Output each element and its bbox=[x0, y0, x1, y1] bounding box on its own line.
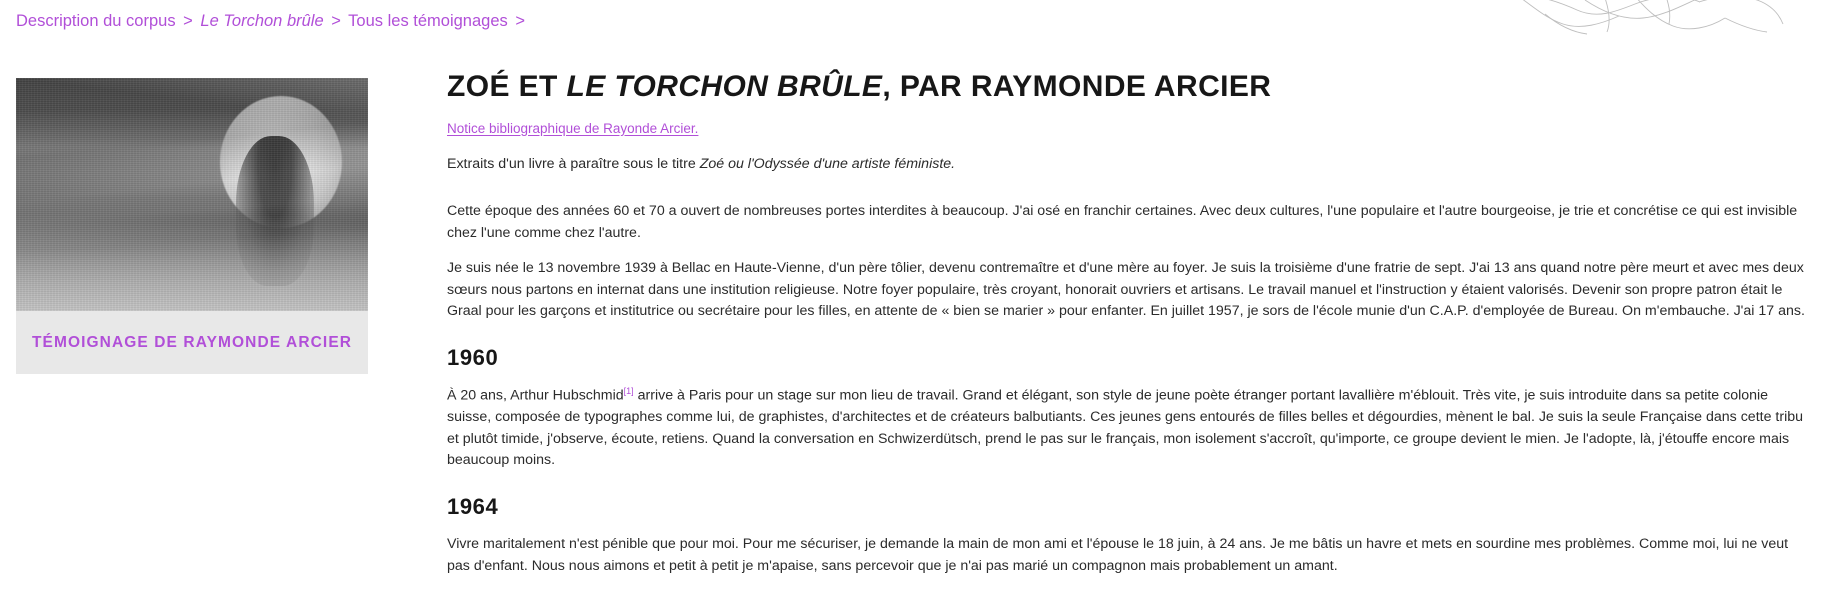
decorative-sketch-icon bbox=[1485, 0, 1785, 46]
figure-caption: TÉMOIGNAGE DE RAYMONDE ARCIER bbox=[16, 311, 368, 374]
subtitle-paragraph bbox=[447, 154, 1805, 176]
subtitle-book-title: Zoé ou l'Odyssée d'une artiste féministe. bbox=[699, 155, 956, 172]
breadcrumb-separator-trailing: > bbox=[515, 12, 526, 30]
footnote-marker-1[interactable]: [1] bbox=[623, 385, 634, 396]
section-paragraph-1960 bbox=[447, 385, 1805, 472]
section-text-before-note: À 20 ans, Arthur Hubschmid bbox=[447, 387, 624, 404]
breadcrumb-item-temoignages[interactable]: Tous les témoignages bbox=[348, 12, 508, 30]
breadcrumb-separator: > bbox=[183, 12, 193, 30]
section-paragraph-1964: Vivre maritalement n'est pénible que pour moi. Pour me sécuriser, je demande la main de mon ami et l'épouse le 18 juin, à 24 ans. Je me bâtis un havre et mets en sourdine mes problèmes. Comme moi, lui ne veut pas d'enfant. Nous nous aimons et petit à petit je m'apaise, sans percevoir que je n'ai pas marié un compagnon mais probablement un amant. bbox=[447, 536, 1789, 574]
page-title-part1: ZOÉ ET bbox=[447, 70, 567, 103]
subtitle-prefix: Extraits d'un livre à paraître sous le titre bbox=[447, 155, 700, 172]
page-title-part2: , PAR RAYMONDE ARCIER bbox=[882, 70, 1272, 103]
testimony-figure bbox=[16, 78, 368, 374]
bibliographic-notice-link[interactable]: Notice bibliographique de Rayonde Arcier. bbox=[447, 120, 699, 136]
page-content bbox=[0, 62, 1845, 616]
photo-grain-layer bbox=[16, 78, 368, 311]
breadcrumb-item-corpus[interactable]: Description du corpus bbox=[16, 12, 176, 30]
breadcrumb-item-torchon[interactable]: Le Torchon brûle bbox=[200, 12, 324, 30]
breadcrumb-separator: > bbox=[331, 12, 341, 30]
breadcrumb bbox=[16, 12, 528, 31]
paragraph-2: Je suis née le 13 novembre 1939 à Bellac en Haute-Vienne, d'un père tôlier, devenu contremaître et d'une mère au foyer. Je suis la troisième d'une fratrie de sept. J'ai 13 ans quand notre père meurt et avec mes deux sœurs nous partons en internat dans une institution religieuse. Notre foyer populaire, très croyant, honorait ouvriers et artisans. Le travail manuel et l'instruction y étaient valorisés. Devenir son propre patron était le Graal pour les garçons et institutrice ou secrétaire pour les filles, en attente de « bien se marier » pour enfanter. En juillet 1957, je sors de l'école munie d'un C.A.P. d'employée de Bureau. On m'embauche. J'ai 17 ans. bbox=[447, 260, 1805, 320]
article bbox=[447, 62, 1805, 577]
page-title-italic: LE TORCHON BRÛLE bbox=[566, 70, 883, 103]
section-heading-1964: 1964 bbox=[447, 494, 499, 520]
section-text-after-note: arrive à Paris pour un stage sur mon lieu de travail. Grand et élégant, son style de jeune poète étranger portant lavallière m'éblouit. Très vite, je suis introduite dans sa petite colonie suisse, composée de typographes comme lui, de graphistes, d'architectes et de créateurs balbutiants. Ces jeunes gens entourés de filles belles et dégourdies, mènent le bal. Je suis la seule Française dans cette tribu et plutôt timide, j'observe, écoute, retiens. Quand la conversation en Schwizerdütsch, prend le pas sur le français, mon isolement s'accroît, qu'importe, ce groupe devient le mien. Je l'adopte, là, j'étouffe encore mais beaucoup moins. bbox=[447, 387, 1804, 469]
paragraph-1: Cette époque des années 60 et 70 a ouvert de nombreuses portes interdites à beaucoup. J'ai osé en franchir certaines. Avec deux cultures, l'une populaire et l'autre bourgeoise, je trie et concrétise ce qui est invisible chez l'une comme chez l'autre. bbox=[447, 203, 1798, 241]
figure-image bbox=[16, 78, 368, 311]
section-heading-1960: 1960 bbox=[447, 344, 499, 370]
page-title bbox=[447, 70, 1805, 105]
